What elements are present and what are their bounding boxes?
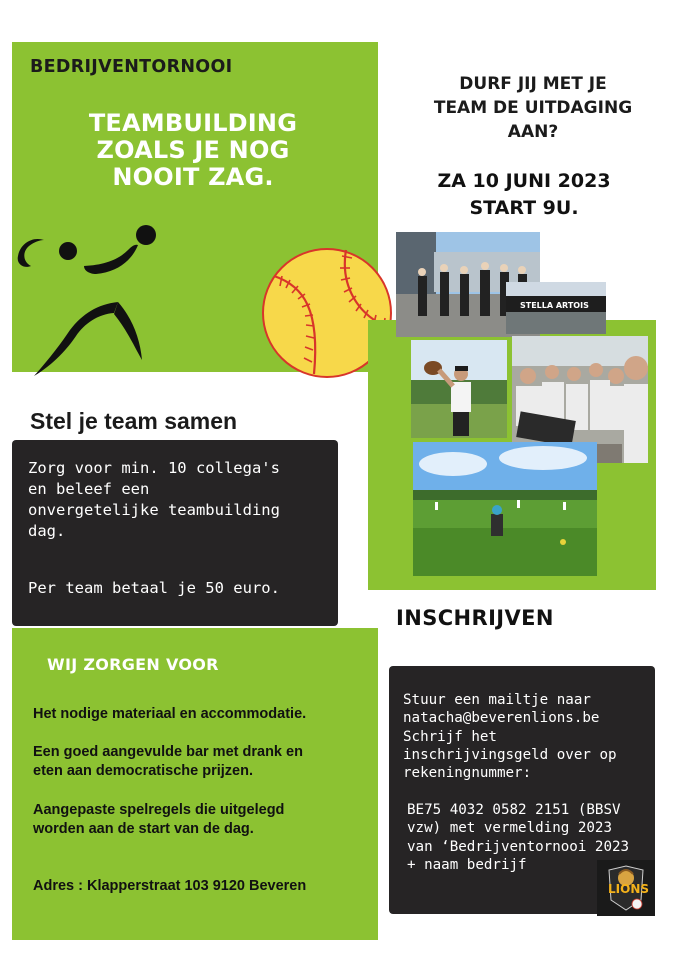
question-line-3: AAN?: [507, 122, 559, 142]
team-fee: Per team betaal je 50 euro.: [28, 579, 280, 597]
iban-line-2: vzw) met vermelding 2023: [407, 820, 612, 837]
register-title: INSCHRIJVEN: [396, 606, 554, 630]
provision-item-rules: [33, 801, 353, 839]
event-start-time: START 9U.: [469, 197, 579, 219]
provisions-title: WIJ ZORGEN VOOR: [47, 655, 219, 674]
register-line-3: Schrijf het: [403, 728, 497, 745]
lions-logo: [597, 860, 655, 916]
register-email[interactable]: natacha@beverenlions.be: [403, 710, 600, 727]
provision-item-material: [33, 705, 353, 724]
provision-line: eten aan democratische prijzen.: [33, 763, 253, 779]
event-date-block: [382, 168, 666, 222]
team-heading: Stel je team samen: [30, 408, 238, 434]
iban-line-1: BE75 4032 0582 2151 (BBSV: [407, 802, 621, 818]
team-info-line-2: en beleef een: [28, 480, 150, 498]
tagline: [22, 110, 364, 191]
event-title: BEDRIJVENTORNOOI: [30, 57, 233, 77]
tagline-line-2: ZOALS JE NOG: [96, 136, 290, 164]
stella-sign-text: STELLA ARTOIS: [520, 301, 589, 310]
provision-item-bar: [33, 743, 353, 781]
iban-line-4: + naam bedrijf: [407, 856, 527, 873]
photo-stella-tent: [506, 282, 606, 334]
provision-line: worden aan de start van de dag.: [33, 821, 254, 837]
register-line-4: inschrijvingsgeld over op: [403, 746, 617, 763]
challenge-question: [392, 72, 674, 144]
lions-logo-text: LIONS: [608, 882, 649, 896]
team-info-text: [28, 458, 328, 542]
team-info-line-3: onvergetelijke teambuilding: [28, 501, 280, 519]
question-line-2: TEAM DE UITDAGING: [433, 98, 633, 118]
question-line-1: DURF JIJ MET JE: [459, 74, 607, 94]
venue-address: Adres : Klapperstraat 103 9120 Beveren: [33, 878, 307, 894]
provision-line: Een goed aangevulde bar met drank en: [33, 744, 303, 760]
register-line-5: rekeningnummer:: [403, 765, 532, 782]
event-date: ZA 10 JUNI 2023: [437, 170, 611, 192]
team-info-line-1: Zorg voor min. 10 collega's: [28, 459, 280, 477]
photo-game-field: [413, 442, 597, 576]
iban-line-3: van ‘Bedrijventornooi 2023: [407, 838, 630, 855]
register-line-1: Stuur een mailtje naar: [403, 692, 591, 708]
tagline-line-1: TEAMBUILDING: [88, 109, 298, 137]
baseball-player-icon: [14, 218, 164, 390]
provision-line: Het nodige materiaal en accommodatie.: [33, 706, 307, 722]
team-info-line-4: dag.: [28, 522, 66, 540]
register-instructions: [403, 691, 648, 782]
photo-player-with-glove: [411, 340, 507, 438]
tagline-line-3: NOOIT ZAG.: [112, 163, 274, 191]
provision-line: Aangepaste spelregels die uitgelegd: [33, 802, 285, 818]
